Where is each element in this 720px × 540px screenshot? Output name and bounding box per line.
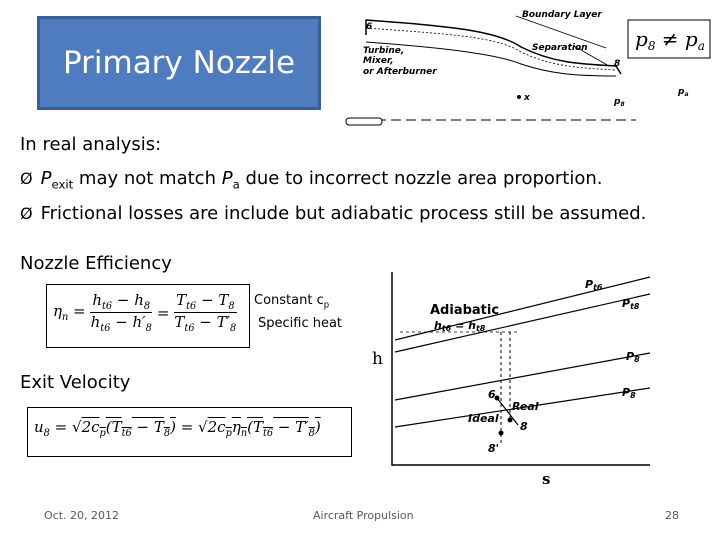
bullet-2-symbol: Ø bbox=[20, 204, 33, 223]
real-label: Real bbox=[512, 400, 539, 413]
intro-text: In real analysis: bbox=[20, 134, 162, 155]
slide-title: Primary Nozzle bbox=[62, 45, 296, 81]
exit-velocity-label: Exit Velocity bbox=[20, 372, 131, 393]
constant-cp-label: Constant $c_p$ bbox=[254, 293, 330, 310]
turbine-line2: Mixer, bbox=[363, 56, 394, 66]
x-point bbox=[517, 95, 521, 99]
ideal-label: Ideal bbox=[468, 412, 499, 425]
exit-velocity-equation: $u_8 = √2c_p(T_{t6} - T_8) = √2c_p\eta_n(T_{t6} - T'_8)$ bbox=[34, 418, 321, 439]
h-axis-label: h bbox=[372, 349, 383, 369]
station-6-label: 6 bbox=[366, 22, 373, 32]
pt6-label: Pt6 bbox=[585, 278, 603, 292]
point-8-prime-label: 8' bbox=[488, 442, 500, 455]
exit-velocity-equation-box bbox=[27, 407, 352, 457]
centerbody bbox=[346, 118, 382, 125]
footer-center: Aircraft Propulsion bbox=[313, 509, 414, 522]
p8-line-upper bbox=[395, 353, 650, 400]
specific-heat-label: Specific heat bbox=[258, 316, 343, 331]
efficiency-equation: $\eta_n$ = $\frac{h_{t6} - h_8}{h_{t6} - h'_8}$ = $\frac{T_{t6} - T_8}{T_{t6} - T'_8}$ bbox=[53, 291, 237, 334]
hs-axes bbox=[392, 272, 650, 465]
point-8-prime bbox=[499, 431, 504, 436]
station-8-label: 8 bbox=[614, 59, 621, 69]
turbine-line3: or Afterburner bbox=[363, 67, 437, 77]
separation-label: Separation bbox=[532, 43, 588, 53]
point-6-label: 6 bbox=[488, 388, 496, 401]
p8-upper-label: P8 bbox=[626, 350, 640, 364]
title-box bbox=[37, 16, 321, 110]
s-axis-label: s bbox=[542, 470, 551, 488]
point-8 bbox=[508, 418, 513, 423]
bullet-1: Ø $P_{exit}$ may not match $P_a$ due to incorrect nozzle area proportion. bbox=[20, 168, 603, 192]
page-number: 28 bbox=[665, 509, 679, 522]
boundary-layer-label: Boundary Layer bbox=[522, 10, 602, 20]
p8-label: $p_8$ bbox=[614, 97, 625, 108]
efficiency-equation-box bbox=[46, 284, 250, 348]
footer-date: Oct. 20, 2012 bbox=[44, 509, 119, 522]
hs-diagram bbox=[360, 270, 660, 492]
nozzle-diagram bbox=[336, 2, 716, 134]
pt8-label: Pt8 bbox=[622, 297, 640, 311]
point-8-label: 8 bbox=[520, 420, 528, 433]
pa-label: $p_a$ bbox=[678, 87, 689, 98]
nozzle-efficiency-label: Nozzle Efficiency bbox=[20, 253, 172, 274]
p8-lower-label: P8 bbox=[622, 386, 636, 400]
neq-text: $p_8 \ne p_a$ bbox=[635, 27, 705, 53]
turbine-line1: Turbine, bbox=[363, 46, 405, 56]
x-label: x bbox=[524, 93, 530, 103]
bullet-1-symbol: Ø bbox=[20, 169, 33, 188]
adiabatic-label: Adiabatic bbox=[430, 303, 500, 318]
ht-label: ht6 = ht8 bbox=[434, 319, 486, 333]
bullet-2: Ø Frictional losses are include but adiabatic process still be assumed. bbox=[20, 203, 647, 224]
